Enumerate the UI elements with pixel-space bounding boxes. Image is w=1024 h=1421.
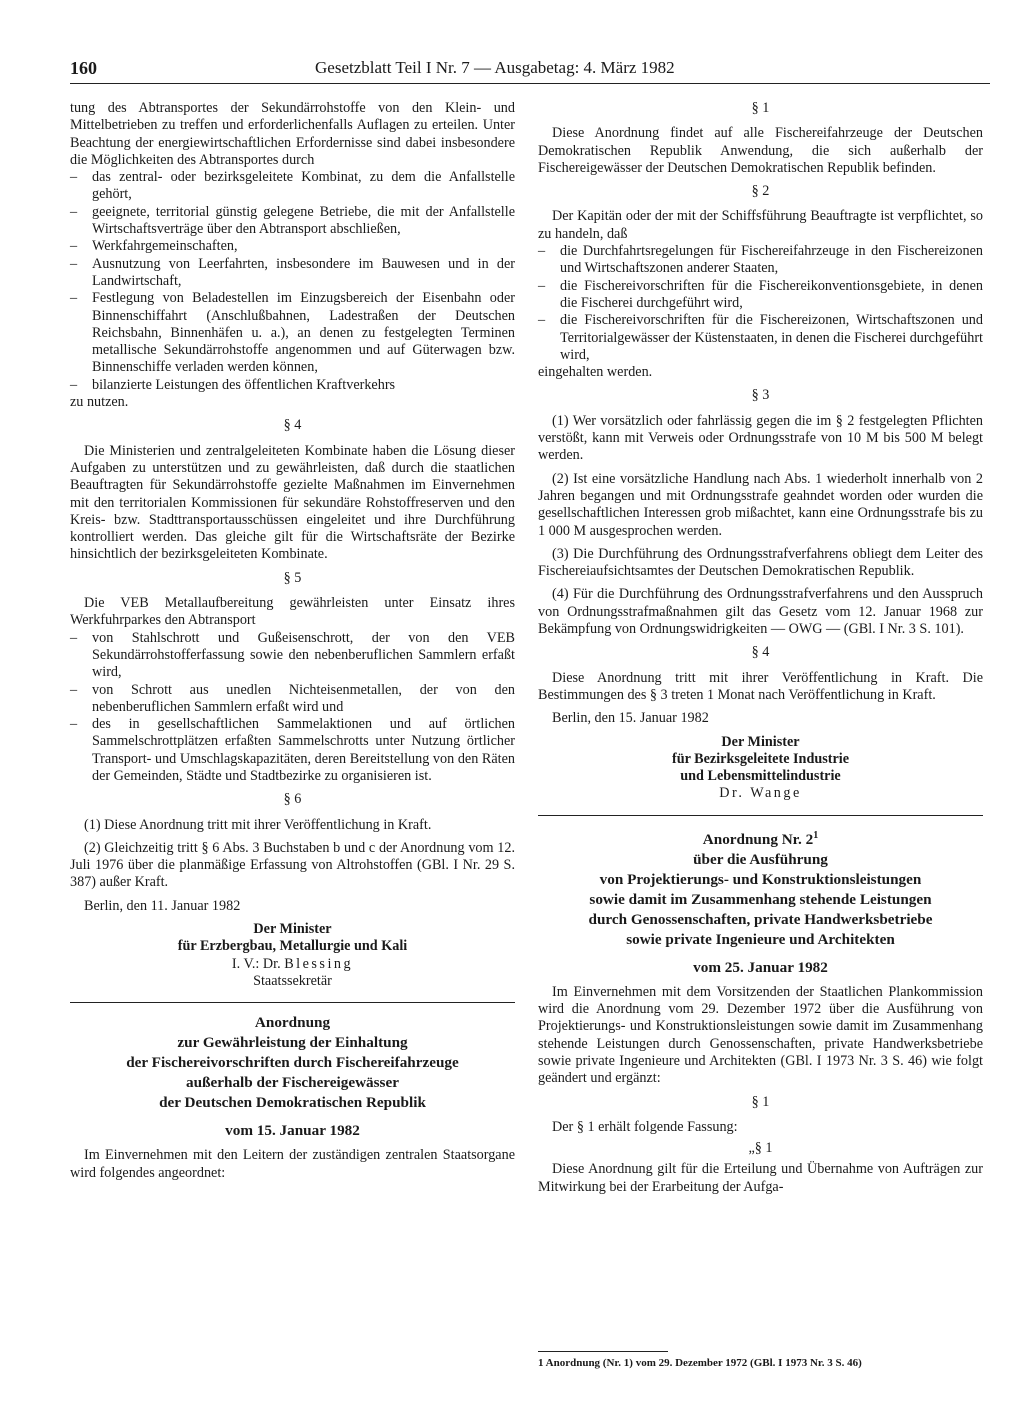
list-item: – die Fischereivorschriften für die Fischereikonventionsgebiete, in denen die Fischerei durchgeführt wird, — [538, 278, 983, 313]
list-item: – Ausnutzung von Leerfahrten, insbesondere im Bauwesen und in der Landwirtschaft, — [70, 256, 515, 291]
running-title: Gesetzblatt Teil I Nr. 7 — Ausgabetag: 4. März 1982 — [315, 58, 675, 77]
section-heading-1: § 1 — [751, 100, 770, 116]
order2-title-line: sowie private Ingenieure und Architekten — [626, 930, 895, 948]
signature-block — [70, 921, 515, 990]
order2-title-main: Anordnung Nr. 2 — [702, 830, 814, 848]
order2-title-line: sowie damit im Zusammenhang stehende Leistungen — [589, 890, 932, 908]
section-3-para-2: (2) Ist eine vorsätzliche Handlung nach Abs. 1 wiederholt innerhalb von 2 Jahren begangen und mit Ordnungsstrafe geahndet worden oder wurden die gesellschaftlichen Interessen grob mißachtet, kann eine Ordnungsstrafe bis zu 1 000 M ausgesprochen werden. — [538, 470, 983, 539]
list-item: – die Durchfahrtsregelungen für Fischereifahrzeuge in den Fischereizonen und Wirtschaftszonen anderer Staaten, — [538, 243, 983, 278]
quoted-section-text: Diese Anordnung gilt für die Erteilung und Übernahme von Aufträgen zur Mitwirkung bei der Erarbeitung der Aufga- — [538, 1161, 983, 1195]
order2-section-heading-1: § 1 — [751, 1093, 770, 1110]
transport-scope-list — [70, 630, 515, 786]
intro-paragraph: tung des Abtransportes der Sekundärrohstoffe von den Klein- und Mittelbetrieben zu treffen und erforderlichenfalls Auflagen zu erteilen. Unter Beachtung der energiewirtschaftlichen Erfordernisse sind dabei insbesondere die Möglichkeiten des Abtransportes durch — [70, 100, 515, 168]
quoted-section-heading: „§ 1 — [748, 1140, 773, 1157]
page-number: 160 — [70, 58, 97, 78]
order2-title-line — [538, 826, 983, 850]
order-title-line: außerhalb der Fischereigewässer — [186, 1074, 399, 1092]
list-item: – bilanzierte Leistungen des öffentlichen Kraftverkehrs — [70, 377, 515, 394]
footnote: 1 Anordnung (Nr. 1) vom 29. Dezember 1972 (GBl. I 1973 Nr. 3 S. 46) — [538, 1357, 862, 1369]
left-column — [70, 100, 515, 1182]
section-heading-3: § 3 — [751, 387, 770, 404]
section-6-para-2: (2) Gleichzeitig tritt § 6 Abs. 3 Buchstaben b und c der Anordnung vom 12. Juli 1976 über die planmäßige Erfassung von Altrohstoffen (GBl. I Nr. 29 S. 387) außer Kraft. — [70, 839, 515, 891]
section-heading-5: § 5 — [283, 569, 302, 586]
order-intro: Im Einvernehmen mit den Leitern der zuständigen zentralen Staatsorgane wird folgendes angeordnet: — [70, 1147, 515, 1181]
section-2-text: Der Kapitän oder der mit der Schiffsführung Beauftragte ist verpflichtet, so zu handeln, daß — [538, 208, 983, 242]
signatory-name: Blessing — [284, 955, 354, 972]
section-3-para-1: (1) Wer vorsätzlich oder fahrlässig gegen die im § 2 festgelegten Pflichten verstößt, kann mit Verweis oder Ordnungsstrafe von 10 M bis 500 M belegt werden. — [538, 412, 983, 464]
list-item: – die Fischereivorschriften für die Fischereizonen, Wirtschaftszonen und Territorialgewässer der Küstenstaaten, in denen die Fischerei durchgeführt wird, — [538, 312, 983, 364]
order2-date: vom 25. Januar 1982 — [693, 958, 828, 976]
list-item: – geeignete, territorial günstig gelegene Betriebe, die mit der Anfallstelle Wirtschaftsverträge über den Abtransport abschließen, — [70, 204, 515, 239]
order2-title-line: über die Ausführung — [693, 850, 828, 868]
section-4-right-text: Diese Anordnung tritt mit ihrer Veröffentlichung in Kraft. Die Bestimmungen des § 3 treten 1 Monat nach Veröffentlichung in Kraft. — [538, 669, 983, 703]
order-title-line: Anordnung — [254, 1014, 331, 1032]
signatory-name: Dr. Wange — [719, 785, 802, 802]
section-heading-6: § 6 — [283, 791, 302, 808]
list-item: – des in gesellschaftlichen Sammelaktionen und auf örtlichen Sammelschrottplätzen erfaßten Sammelschrotts unter Nutzung örtlicher Transport- und Umschlagskapazitäten, deren Bereitstellung von den Räten der Gemeinden, Städte und Stadtbezirke zu organisieren ist. — [70, 716, 515, 785]
section-5-text: Die VEB Metallaufbereitung gewährleisten unter Einsatz ihres Werkfuhrparkes den Abtransport — [70, 595, 515, 629]
footnote-marker: 1 — [813, 829, 819, 841]
signatory-title-1: Der Minister — [253, 921, 332, 938]
order2-title-line: durch Genossenschaften, private Handwerksbetriebe — [588, 910, 933, 928]
signatory-line — [70, 956, 515, 973]
signatory-title-2: für Erzbergbau, Metallurgie und Kali — [177, 938, 408, 955]
signatory-title-1: Der Minister — [721, 733, 800, 750]
section-3-para-3: (3) Die Durchführung des Ordnungsstrafverfahrens obliegt dem Leiter des Fischereiaufsichtsamtes der Deutschen Demokratischen Republik. — [538, 545, 983, 580]
signatory-role: Staatssekretär — [253, 972, 332, 989]
order-title-line: der Fischereivorschriften durch Fischereifahrzeuge — [126, 1054, 459, 1072]
section-heading-2: § 2 — [751, 183, 770, 200]
order-title — [70, 1013, 515, 1141]
section-heading-4-right: § 4 — [751, 644, 770, 661]
list-item: – Festlegung von Beladestellen im Einzugsbereich der Eisenbahn oder Binnenschiffahrt (Anschlußbahnen, Ladestraßen der Deutschen Reichsbahn, Binnenhäfen u. a.), an denen zu festgelegten Terminen metallische Sekundärrohstoffe angenommen und auf Güterwagen bzw. Binnenschiffe verladen werden können, — [70, 290, 515, 376]
list-item: – von Schrott aus unedlen Nichteisenmetallen, der von den nebenberuflichen Sammlern erfaßt wird und — [70, 682, 515, 717]
order2-section-1-text: Der § 1 erhält folgende Fassung: — [552, 1118, 738, 1135]
list-item: – das zentral- oder bezirksgeleitete Kombinat, zu dem die Anfallstelle gehört, — [70, 169, 515, 204]
order2-title-line: von Projektierungs- und Konstruktionsleistungen — [599, 870, 922, 888]
section-heading-4: § 4 — [283, 417, 302, 434]
list-item: – von Stahlschrott und Gußeisenschrott, der von den VEB Sekundärrohstofferfassung sowie den nebenberuflichen Sammlern erfaßt wird, — [70, 630, 515, 682]
section-1-text: Diese Anordnung findet auf alle Fischereifahrzeuge der Deutschen Demokratischen Republik Anwendung, die sich außerhalb der Fischereigewässer der Deutschen Demokratischen Republik befinden. — [538, 125, 983, 176]
section-divider — [538, 815, 983, 816]
section-2-end: eingehalten werden. — [538, 364, 653, 381]
order-title-line: zur Gewährleistung der Einhaltung — [177, 1034, 408, 1052]
signatory-title-2: für Bezirksgeleitete Industrie — [671, 750, 850, 767]
order2-title — [538, 826, 983, 978]
footnote-area — [538, 1343, 983, 1370]
section-divider — [70, 1002, 515, 1003]
order-title-line: der Deutschen Demokratischen Republik — [159, 1094, 426, 1112]
header-rule — [70, 83, 990, 84]
list-item: – Werkfahrgemeinschaften, — [70, 238, 515, 255]
section-4-text: Die Ministerien und zentralgeleiteten Kombinate haben die Lösung dieser Aufgaben zu unterstützen und zu gewährleisten, daß durch die staatlichen Beauftragten für Sekundärrohstoffe gezielte Maßnahmen im Einvernehmen mit den territorialen Kommissionen für sekundäre Rohstoffreserven und den Kreis- bzw. Stadttransportausschüssen eingeleitet und ihre Durchführung kontrolliert werden. Das gleiche gilt für die Wirtschaftsräte der Bezirke hinsichtlich der bezirksgeleiteten Kombinate. — [70, 442, 515, 563]
order-date: vom 15. Januar 1982 — [225, 1122, 360, 1140]
signatory-iv: I. V.: Dr. — [231, 955, 285, 972]
place-date: Berlin, den 11. Januar 1982 — [84, 897, 241, 914]
page-header — [70, 58, 990, 84]
regulations-list — [538, 243, 983, 364]
paragraph-end: zu nutzen. — [70, 394, 129, 411]
right-column — [538, 100, 983, 1196]
footnote-rule — [538, 1351, 668, 1352]
transport-options-list — [70, 169, 515, 394]
section-3-para-4: (4) Für die Durchführung des Ordnungsstrafverfahrens und den Ausspruch von Ordnungsstrafmaßnahmen gilt das Gesetz vom 12. Januar 1968 zur Bekämpfung von Ordnungswidrigkeiten — OWG — (GBl. I Nr. 3 S. 101). — [538, 586, 983, 638]
place-date-right: Berlin, den 15. Januar 1982 — [552, 710, 709, 727]
order2-intro: Im Einvernehmen mit dem Vorsitzenden der Staatlichen Plankommission wird die Anordnung vom 29. Dezember 1972 über die Ausführung von Projektierungs- und Konstruktionsleistungen sowie damit im Zusammenhang stehende Leistungen durch Genossenschaften, private Handwerksbetriebe sowie private Ingenieure und Architekten (GBl. I 1973 Nr. 3 S. 46) wie folgt geändert und ergänzt: — [538, 983, 983, 1087]
signature-block-right — [538, 734, 983, 803]
section-6-para-1: (1) Diese Anordnung tritt mit ihrer Veröffentlichung in Kraft. — [84, 816, 432, 833]
signatory-title-3: und Lebensmittelindustrie — [680, 768, 841, 785]
